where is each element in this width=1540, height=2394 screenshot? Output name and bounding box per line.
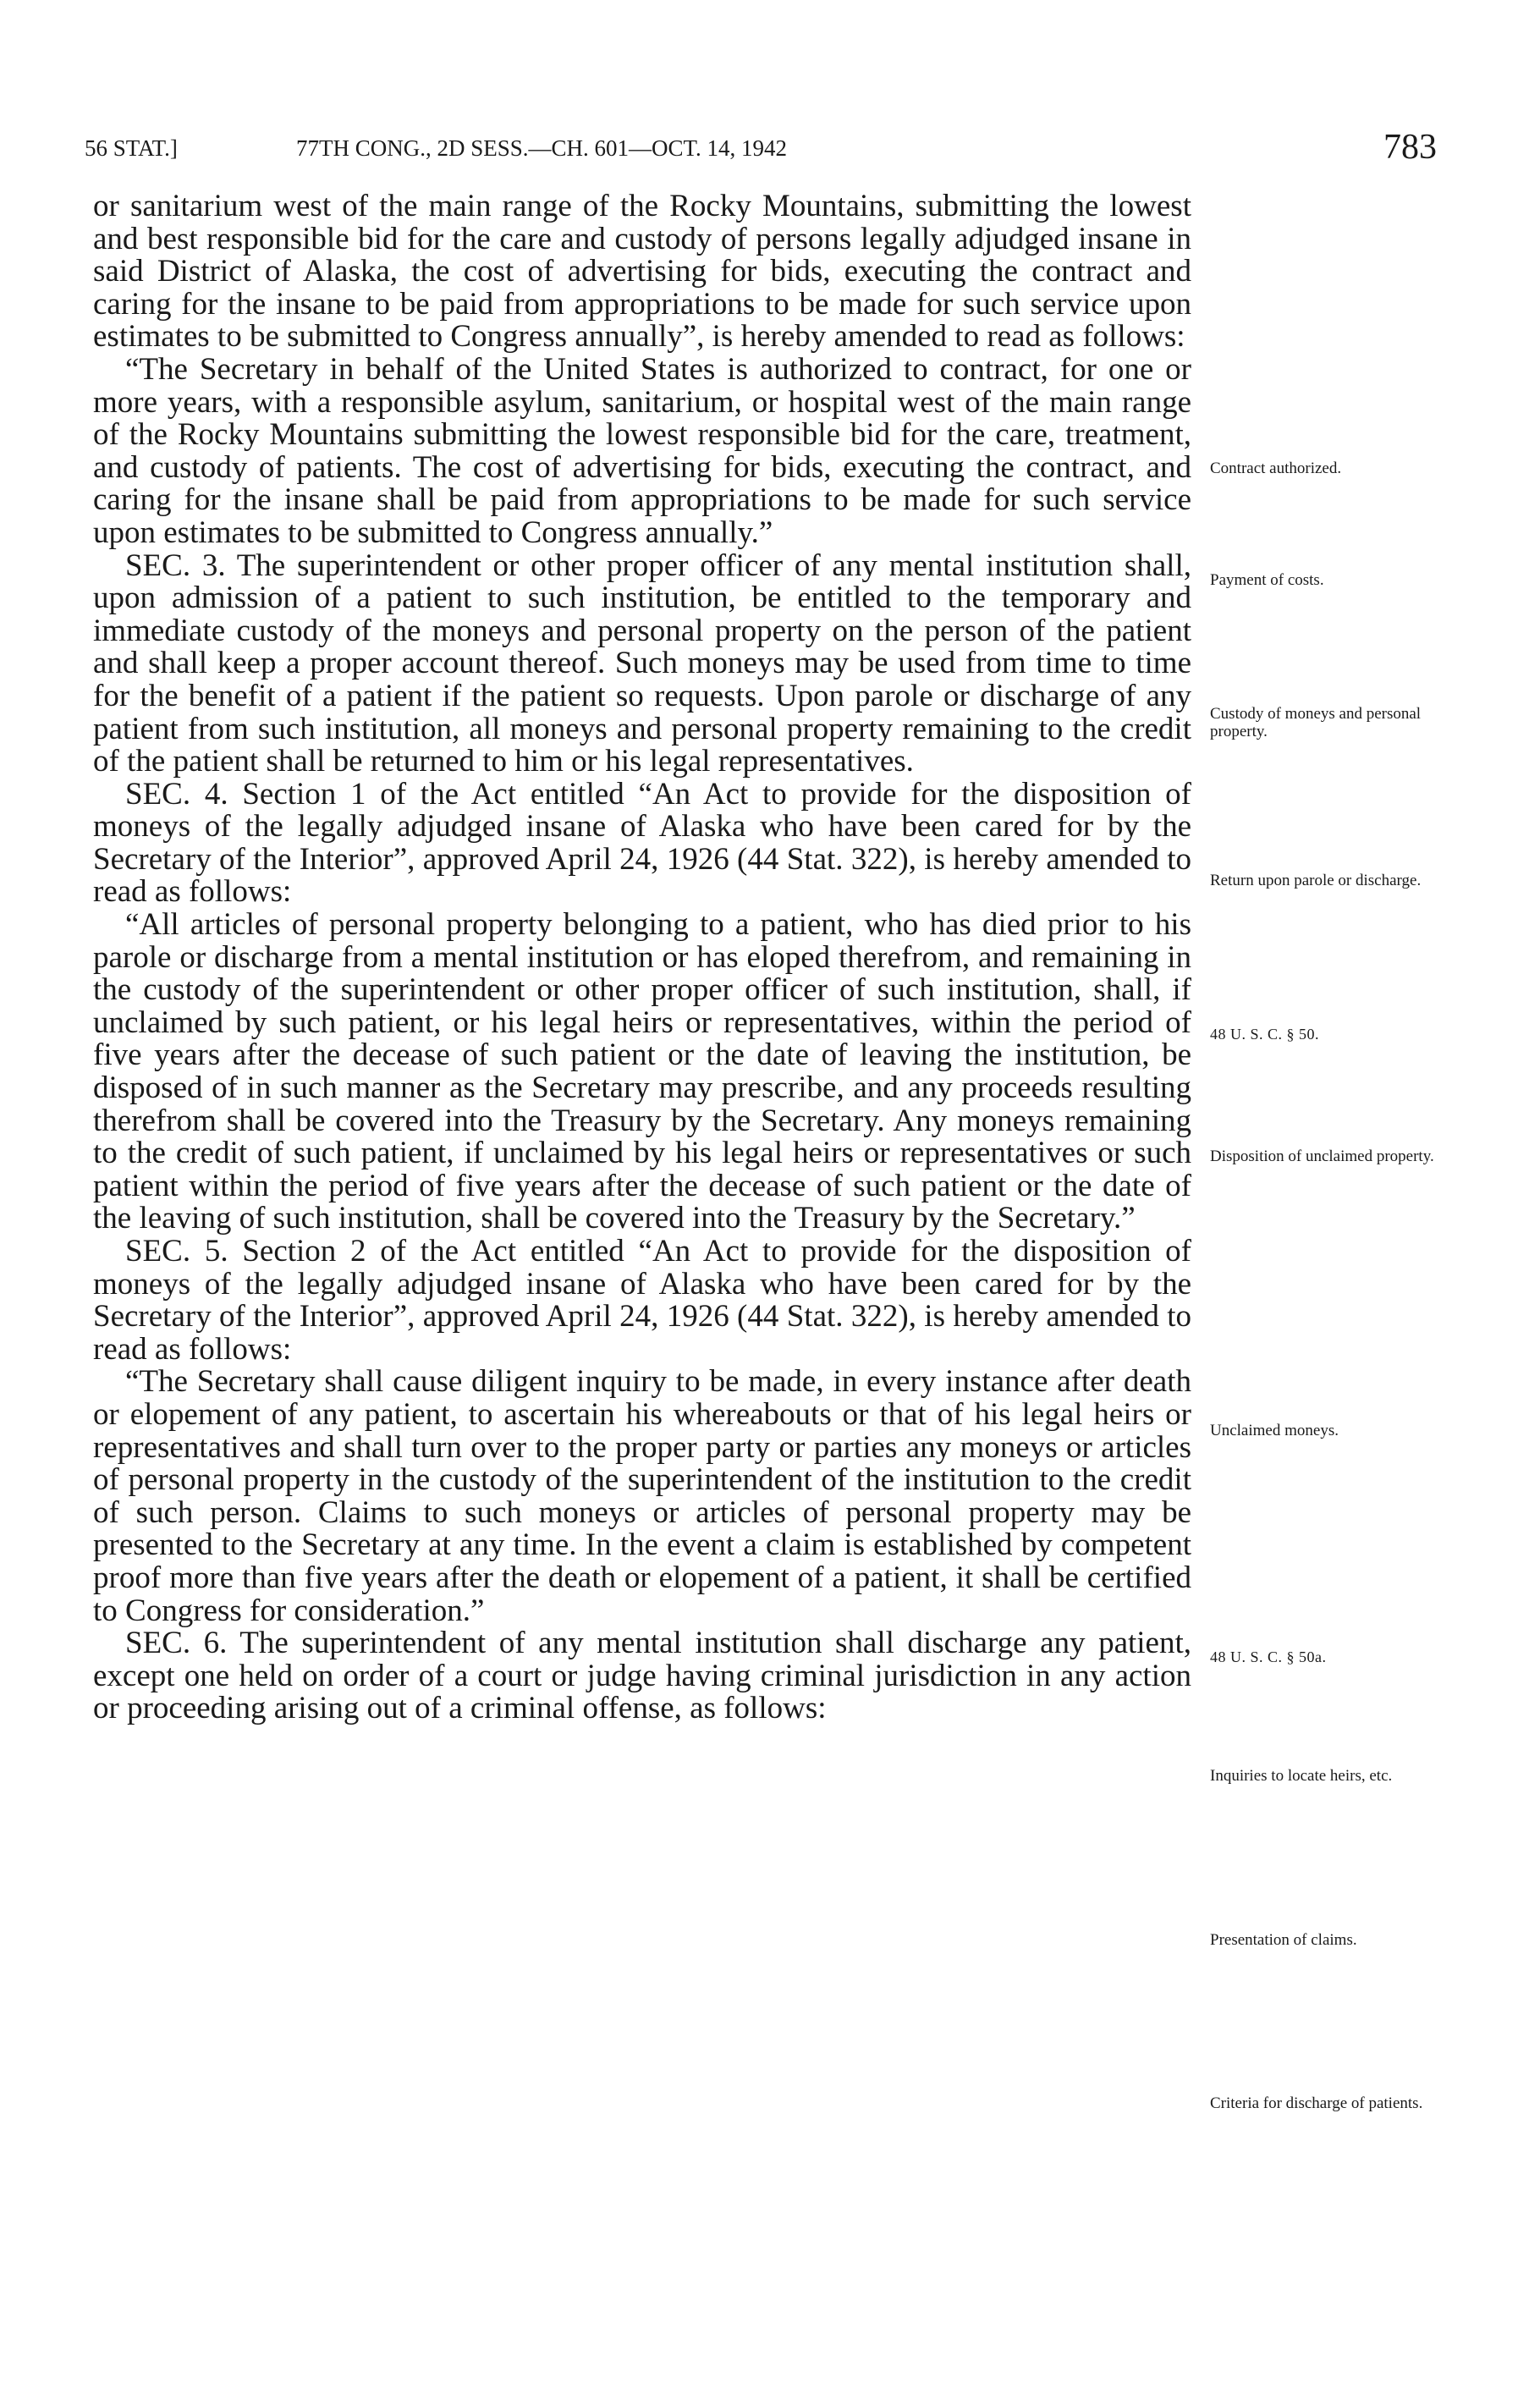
section-6 bbox=[93, 1627, 1191, 1725]
paragraph-text: “The Secretary shall cause diligent inquiry to be made, in every instance after death or elopement of any patient, to ascertain his whereabouts or that of his legal heirs or representatives and shall turn over to the proper party or parties any moneys or articles of personal property in the custody of the superintendent of the institution to the credit of such person. Claims to such moneys or articles of personal property may be presented to the Secretary at any time. In the event a claim is established by competent proof more than five years after the death or elopement of a patient, it shall be certified to Congress for consideration.” bbox=[93, 1364, 1191, 1628]
margin-note: Contract authorized. bbox=[1210, 460, 1342, 477]
margin-note: Return upon parole or discharge. bbox=[1210, 872, 1422, 889]
page-number: 783 bbox=[1383, 128, 1437, 167]
paragraph bbox=[93, 351, 1191, 550]
running-header bbox=[85, 127, 1447, 178]
margin-note: Disposition of unclaimed property. bbox=[1210, 1147, 1434, 1165]
paragraph-text: “The Secretary in behalf of the United States is authorized to contract, for one or more years, with a responsible asylum, sanitarium, or hospital west of the main range of the Rocky Mountains submitting the lowest responsible bid for the care, treatment, and custody of patients. The cost of advertising for bids, executing the contract, and caring for the insane shall be paid from appropriations to be made for such service upon estimates to be submitted to Congress annually.” bbox=[93, 351, 1191, 550]
section-3 bbox=[93, 550, 1191, 779]
margin-note: Custody of moneys and personal property. bbox=[1210, 705, 1422, 740]
section-5 bbox=[93, 1236, 1191, 1366]
paragraph-text: or sanitarium west of the main range of the Rocky Mountains, submitting the lowest and best responsible bid for the care and custody of persons legally adjudged insane in said District of Alaska, the cost of advertising for bids, executing the contract and caring for the insane to be paid from appropriations to be made for such service upon estimates to be submitted to Congress annually”, is hereby amended to read as follows: bbox=[93, 189, 1191, 355]
session-chapter-date: 77TH CONG., 2D SESS.—CH. 601—OCT. 14, 1942 bbox=[296, 135, 788, 161]
statute-citation: 48 U. S. C. § 50. bbox=[1210, 1026, 1320, 1043]
margin-note: Unclaimed moneys. bbox=[1210, 1422, 1339, 1439]
section-label: SEC. 5. bbox=[125, 1234, 228, 1269]
section-4 bbox=[93, 776, 1192, 910]
statute-body bbox=[93, 190, 1191, 1725]
paragraph-text: The superintendent or other proper officer of any mental institution shall, upon admission of a patient to such institution, be entitled to the temporary and immediate custody of the moneys and personal property on the person of the patient and shall keep a proper account thereof. Such moneys may be used from time to time for the benefit of a patient if the patient so requests. Upon parole or discharge of any patient from such institution, all moneys and personal property remaining to the credit of the patient shall be returned to him or his legal representatives. bbox=[93, 548, 1191, 779]
margin-note: Criteria for discharge of patients. bbox=[1210, 2094, 1423, 2112]
paragraph-text: The superintendent of any mental institution shall discharge any patient, except one held on order of a court or judge having criminal jurisdiction in any action or proceeding arising out of a criminal offense, as follows: bbox=[93, 1626, 1191, 1726]
volume-reference: 56 STAT.] bbox=[85, 135, 178, 161]
paragraph bbox=[93, 1366, 1191, 1627]
margin-note: Presentation of claims. bbox=[1210, 1931, 1357, 1949]
section-label: SEC. 6. bbox=[125, 1626, 228, 1661]
section-label: SEC. 4. bbox=[125, 776, 228, 812]
paragraph bbox=[93, 909, 1191, 1236]
statute-citation: 48 U. S. C. § 50a. bbox=[1210, 1648, 1327, 1665]
margin-note: Inquiries to locate heirs, etc. bbox=[1210, 1767, 1393, 1785]
paragraph bbox=[93, 190, 1191, 354]
paragraph-text: Section 2 of the Act entitled “An Act to provide for the disposition of moneys of the legally adjudged insane of Alaska who have been cared for by the Secretary of the Interior”, approved April 24, 1926 (44 Stat. 322), is hereby amended to read as follows: bbox=[93, 1234, 1192, 1367]
margin-note: Payment of costs. bbox=[1210, 571, 1324, 589]
paragraph-text: Section 1 of the Act entitled “An Act to provide for the disposition of moneys of the legally adjudged insane of Alaska who have been cared for by the Secretary of the Interior”, approved April 24, 1926 (44 Stat. 322), is hereby amended to read as follows: bbox=[93, 776, 1192, 910]
paragraph-text: “All articles of personal property belonging to a patient, who has died prior to his parole or discharge from a mental institution or has eloped therefrom, and remaining in the custody of the superintendent or other proper officer of such institution, shall, if unclaimed by such patient, or his legal heirs or representatives, within the period of five years after the decease of such patient or the date of leaving the institution, be disposed of in such manner as the Secretary may prescribe, and any proceeds resulting therefrom shall be covered into the Treasury by the Secretary. Any moneys remaining to the credit of such patient, if unclaimed by his legal heirs or representatives or such patient within the period of five years after the decease of such patient or the date of the leaving of such institution, shall be covered into the Treasury by the Secretary.” bbox=[93, 907, 1191, 1236]
section-label: SEC. 3. bbox=[125, 548, 226, 583]
